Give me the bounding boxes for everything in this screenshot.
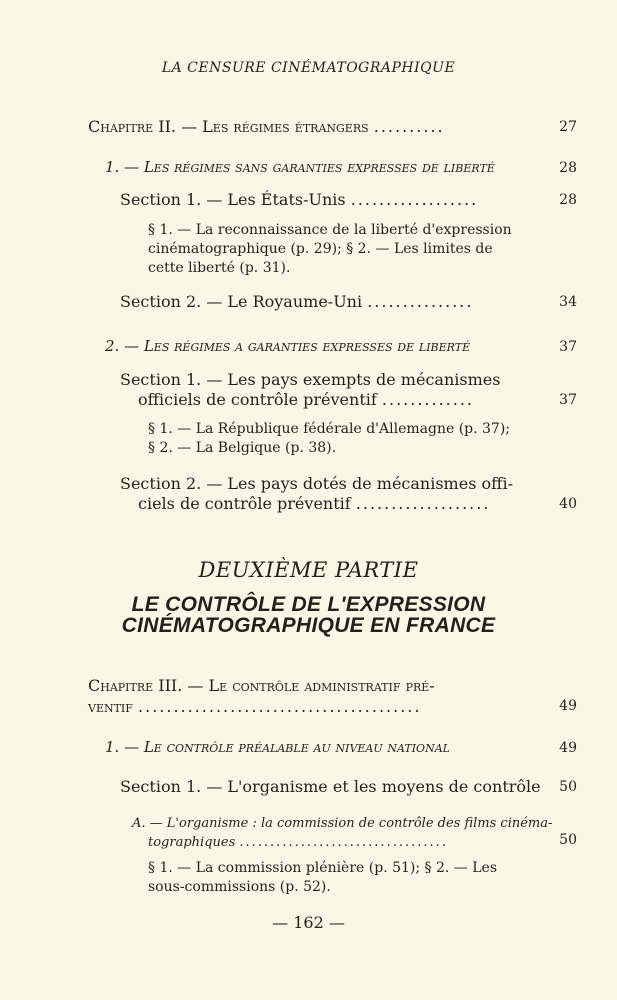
leader-dots: ........................................ — [138, 697, 422, 716]
page-number: 50 — [559, 832, 577, 848]
leader-dots: ............... — [367, 292, 474, 311]
page-number: 37 — [559, 392, 577, 408]
leader-dots: ................... — [355, 494, 491, 513]
leader-dots: .................. — [350, 190, 479, 209]
part-heading: DEUXIÈME PARTIE — [198, 558, 419, 582]
page-number: 28 — [559, 160, 577, 176]
page-number: 50 — [559, 779, 577, 795]
leader-dots: .................................. — [239, 835, 448, 850]
toc-entry-section: Section 1. — Les pays exempts de mécanismes officiels de contrôle préventif ............. — [120, 370, 501, 409]
toc-entry-paragraph: A. — L'organisme : la commission de contrôle des films cinéma- tographiques .................................. — [132, 816, 553, 850]
toc-entry-section: Section 1. — L'organisme et les moyens de contrôle — [120, 777, 541, 796]
toc-detail: § 1. — La République fédérale d'Allemagne (p. 37); § 2. — La Belgique (p. 38). — [148, 421, 511, 456]
toc-entry-subsection: 2. — Les régimes a garanties expresses de liberté — [105, 337, 471, 355]
part-title-line-1: LE CONTRÔLE DE L'EXPRESSION — [131, 593, 486, 616]
page-number: 28 — [559, 192, 577, 208]
running-head: LA CENSURE CINÉMATOGRAPHIQUE — [161, 60, 456, 76]
page-number: 49 — [559, 740, 577, 756]
page-number: 49 — [559, 698, 577, 714]
toc-entry-subsection: 1. — Le contrôle préalable au niveau national — [105, 738, 450, 756]
toc-entry-section: Section 2. — Le Royaume-Uni ............... — [120, 292, 497, 311]
leader-dots: ............. — [381, 390, 475, 409]
page-number: 37 — [559, 339, 577, 355]
part-title-line-2: CINÉMATOGRAPHIQUE EN FRANCE — [121, 614, 496, 637]
page-folio: — 162 — — [272, 913, 345, 932]
page-number: 34 — [559, 294, 577, 310]
page-number: 40 — [559, 496, 577, 512]
toc-entry-chapitre-2: Chapitre II. — Les régimes étrangers .......... — [88, 117, 469, 136]
leader-dots: .......... — [373, 117, 445, 136]
toc-detail: § 1. — La reconnaissance de la liberté d'expression cinématographique (p. 29); § 2. — Les limites de cette liberté (p. 31). — [148, 222, 512, 276]
toc-entry-section: Section 1. — Les États-Unis .................. — [120, 190, 511, 209]
toc-detail: § 1. — La commission plénière (p. 51); § 2. — Les sous-commissions (p. 52). — [148, 860, 498, 895]
toc-entry-section: Section 2. — Les pays dotés de mécanismes offi- ciels de contrôle préventif ................... — [120, 474, 514, 513]
page-number: 27 — [559, 119, 577, 135]
toc-entry-subsection: 1. — Les régimes sans garanties expresses de liberté — [105, 158, 495, 176]
toc-entry-chapitre-3: Chapitre III. — Le contrôle administratif pré- ventif ........................................ — [88, 675, 478, 717]
